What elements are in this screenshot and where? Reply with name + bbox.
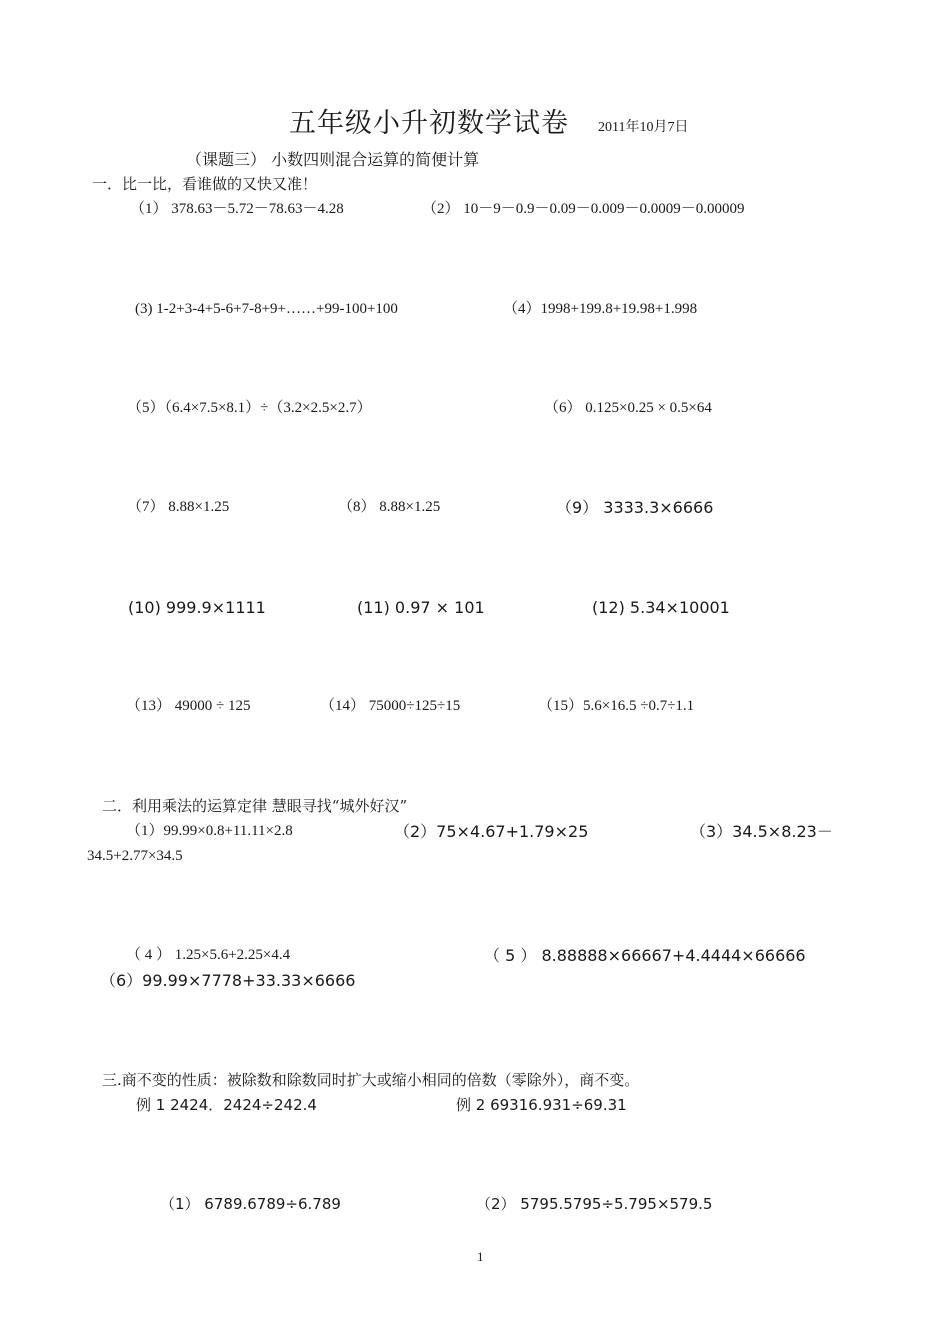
problem-11: (11) 0.97 × 101 (357, 598, 485, 617)
problem-15: （15）5.6×16.5 ÷0.7÷1.1 (538, 698, 695, 714)
s2-problem-6: （6）99.99×7778+33.33×6666 (100, 971, 356, 990)
section-3-heading: 三.商不变的性质：被除数和除数同时扩大或缩小相同的倍数（零除外），商不变。 (102, 1071, 640, 1089)
problem-6: （6） 0.125×0.25 × 0.5×64 (544, 400, 712, 416)
problem-7: （7） 8.88×1.25 (127, 499, 230, 515)
problem-10: (10) 999.9×1111 (128, 598, 266, 617)
problem-13: （13） 49000 ÷ 125 (126, 698, 251, 714)
s2-problem-4: （ 4 ） 1.25×5.6+2.25×4.4 (126, 947, 291, 963)
problem-1: （1） 378.63－5.72－78.63－4.28 (130, 201, 344, 217)
s2-problem-3: （3）34.5×8.23－ (690, 822, 833, 841)
problem-14: （14） 75000÷125÷15 (320, 698, 461, 714)
problem-4: （4）1998+199.8+19.98+1.998 (503, 301, 698, 317)
page-number: 1 (477, 1249, 484, 1264)
exam-date: 2011年10月7日 (598, 120, 689, 135)
s2-problem-1: （1）99.99×0.8+11.11×2.8 (126, 823, 293, 839)
s2-problem-3-continued: 34.5+2.77×34.5 (87, 848, 183, 864)
problem-12: (12) 5.34×10001 (592, 598, 730, 617)
section-1-heading: 一．比一比，看谁做的又快又准！ (92, 175, 318, 193)
s3-problem-2: （2） 5795.5795÷5.795×579.5 (476, 1195, 713, 1213)
lesson-subtitle: （课题三） 小数四则混合运算的简便计算 (186, 150, 480, 169)
page-title: 五年级小升初数学试卷 (289, 108, 569, 139)
problem-9: （9） 3333.3×6666 (556, 498, 714, 517)
example-1: 例 1 2424．2424÷242.4 (136, 1096, 317, 1114)
section-2-heading: 二．利用乘法的运算定律 慧眼寻找“城外好汉” (102, 797, 408, 815)
problem-8: （8） 8.88×1.25 (338, 499, 441, 515)
s2-problem-5: （ 5 ） 8.88888×66667+4.4444×66666 (484, 946, 806, 965)
s3-problem-1: （1） 6789.6789÷6.789 (160, 1195, 341, 1213)
problem-2: （2） 10－9－0.9－0.09－0.009－0.0009－0.00009 (422, 201, 745, 217)
example-2: 例 2 69316.931÷69.31 (456, 1096, 627, 1114)
s2-problem-2: （2）75×4.67+1.79×25 (394, 822, 589, 841)
problem-3: (3) 1-2+3-4+5-6+7-8+9+……+99-100+100 (135, 301, 398, 317)
problem-5: （5）（6.4×7.5×8.1）÷（3.2×2.5×2.7） (127, 400, 372, 416)
